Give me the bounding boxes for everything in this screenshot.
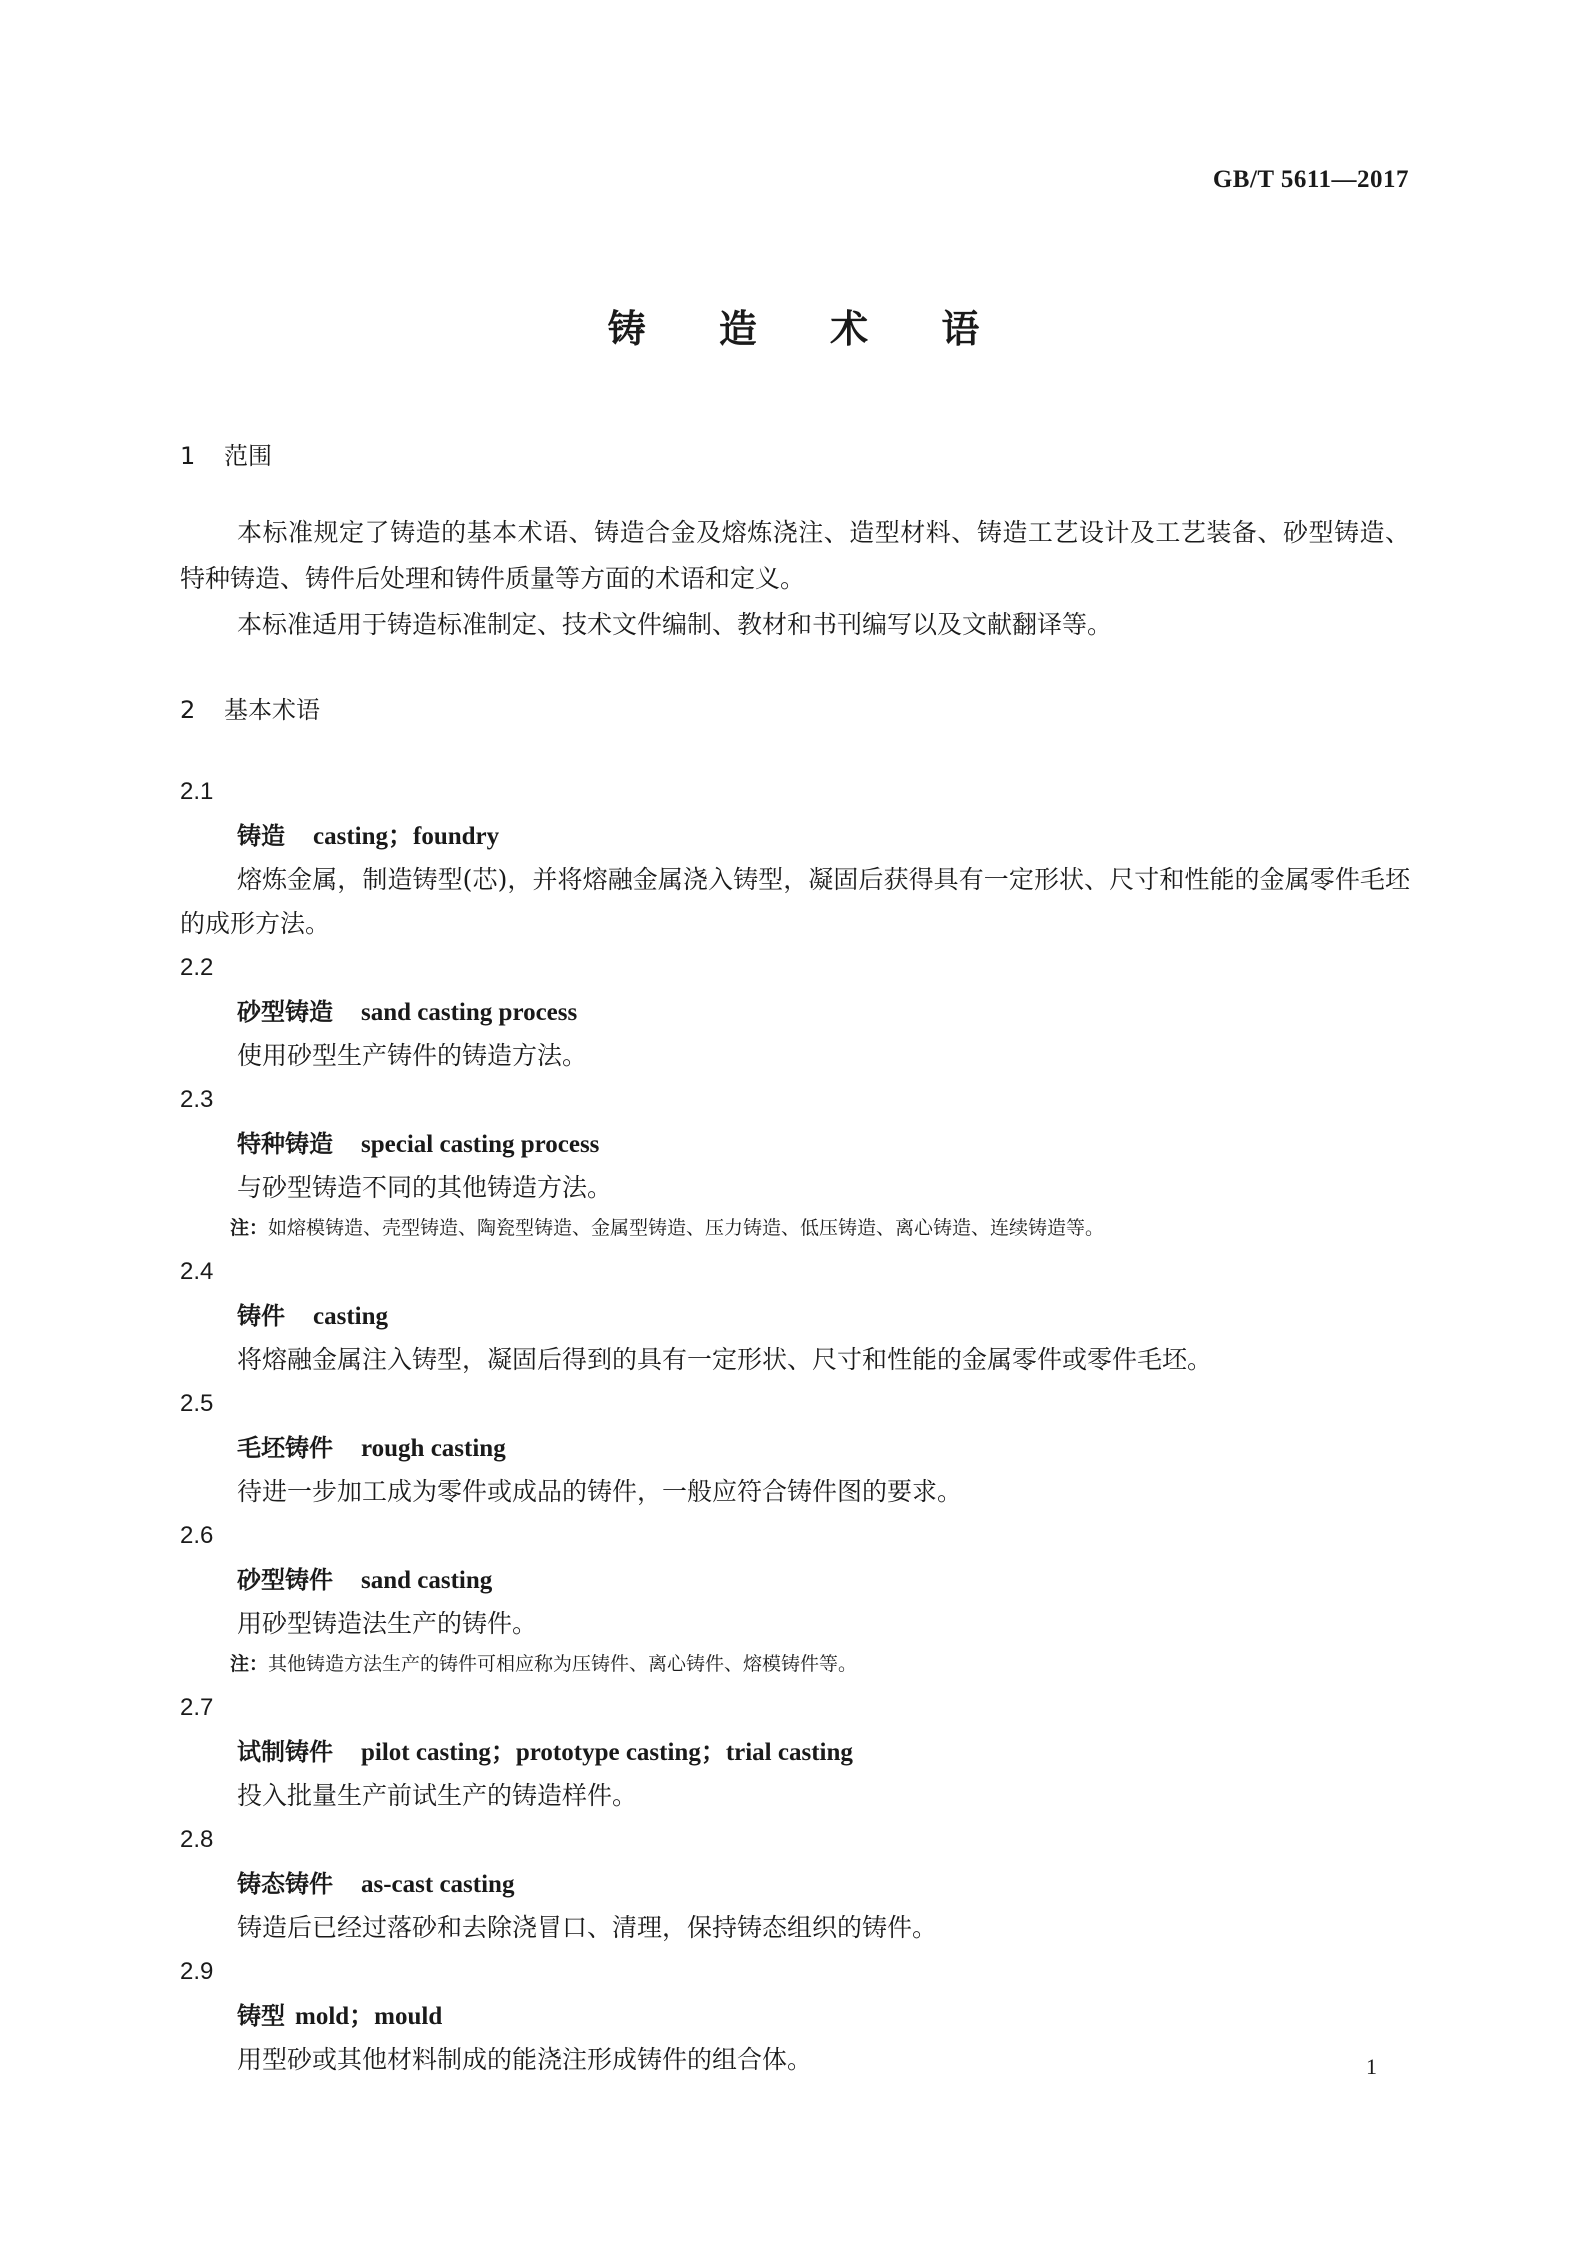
entry-note xyxy=(180,1646,1410,1686)
section-title: 基本术语 xyxy=(224,696,320,724)
entry-number: 2.4 xyxy=(180,1258,214,1285)
entry-note xyxy=(180,1210,1410,1250)
term-entry xyxy=(180,1950,1410,2082)
document-title: 铸 造 术 语 xyxy=(607,307,1010,351)
term-entry-list xyxy=(180,770,1410,2082)
entry-definition: 铸造后已经过落砂和去除浇冒口、清理，保持铸态组织的铸件。 xyxy=(237,1913,938,1942)
term-entry xyxy=(180,946,1410,1078)
section-number: 1 xyxy=(180,442,196,470)
term-entry xyxy=(180,1818,1410,1950)
note-label: 注： xyxy=(230,1653,269,1675)
section-number: 2 xyxy=(180,696,196,724)
entry-term xyxy=(180,1994,1410,2038)
section-heading-scope xyxy=(180,436,272,471)
entry-number: 2.6 xyxy=(180,1522,214,1549)
entry-definition: 用砂型铸造法生产的铸件。 xyxy=(237,1609,538,1638)
term-chinese: 毛坯铸件 xyxy=(237,1434,333,1462)
term-english: casting；foundry xyxy=(313,823,500,850)
entry-definition: 用型砂或其他材料制成的能浇注形成铸件的组合体。 xyxy=(237,2045,813,2074)
entry-term xyxy=(180,1426,1410,1470)
term-english: sand casting process xyxy=(361,999,578,1026)
entry-definition: 与砂型铸造不同的其他铸造方法。 xyxy=(237,1173,613,1202)
term-english: as-cast casting xyxy=(361,1871,515,1898)
entry-term xyxy=(180,1122,1410,1166)
term-chinese: 特种铸造 xyxy=(237,1130,333,1158)
term-chinese: 铸态铸件 xyxy=(237,1870,333,1898)
section-title: 范围 xyxy=(224,442,272,470)
entry-definition xyxy=(180,858,1410,946)
definition-text: 熔炼金属，制造铸型(芯)，并将熔融金属浇入铸型，凝固后获得具有一定形状、尺寸和性能的金属零件毛坯的成形方法。 xyxy=(180,865,1410,938)
term-chinese: 铸型 xyxy=(237,2002,285,2030)
entry-number: 2.5 xyxy=(180,1390,214,1417)
term-entry xyxy=(180,1250,1410,1382)
term-chinese: 铸造 xyxy=(237,822,285,850)
entry-definition: 待进一步加工成为零件或成品的铸件，一般应符合铸件图的要求。 xyxy=(237,1477,963,1506)
term-english: mold；mould xyxy=(295,2003,443,2030)
term-english: pilot casting；prototype casting；trial casting xyxy=(361,1739,853,1766)
scope-paragraph-2: 本标准适用于铸造标准制定、技术文件编制、教材和书刊编写以及文献翻译等。 xyxy=(237,610,1113,639)
section-heading-basic-terms xyxy=(180,690,320,725)
note-label: 注： xyxy=(230,1217,269,1239)
entry-term xyxy=(180,990,1410,1034)
term-chinese: 砂型铸造 xyxy=(237,998,333,1026)
note-text: 其他铸造方法生产的铸件可相应称为压铸件、离心铸件、熔模铸件等。 xyxy=(268,1653,858,1675)
entry-number: 2.3 xyxy=(180,1086,214,1113)
entry-definition: 投入批量生产前试生产的铸造样件。 xyxy=(237,1781,638,1810)
entry-definition: 将熔融金属注入铸型，凝固后得到的具有一定形状、尺寸和性能的金属零件或零件毛坯。 xyxy=(237,1345,1213,1374)
entry-number: 2.9 xyxy=(180,1958,214,1985)
entry-definition: 使用砂型生产铸件的铸造方法。 xyxy=(237,1041,588,1070)
entry-number: 2.8 xyxy=(180,1826,214,1853)
entry-number: 2.2 xyxy=(180,954,214,981)
term-entry xyxy=(180,1514,1410,1686)
term-entry xyxy=(180,1078,1410,1250)
entry-number: 2.7 xyxy=(180,1694,214,1721)
term-entry xyxy=(180,1686,1410,1818)
term-english: sand casting xyxy=(361,1567,493,1594)
term-entry xyxy=(180,1382,1410,1514)
entry-term xyxy=(180,814,1410,858)
standard-code: GB/T 5611—2017 xyxy=(1212,166,1409,193)
entry-term xyxy=(180,1294,1410,1338)
entry-term xyxy=(180,1558,1410,1602)
scope-paragraph-1: 本标准规定了铸造的基本术语、铸造合金及熔炼浇注、造型材料、铸造工艺设计及工艺装备、砂型铸造、特种铸造、铸件后处理和铸件质量等方面的术语和定义。 xyxy=(180,518,1410,593)
term-english: casting xyxy=(313,1303,388,1330)
term-chinese: 试制铸件 xyxy=(237,1738,333,1766)
entry-term xyxy=(180,1730,1410,1774)
note-text: 如熔模铸造、壳型铸造、陶瓷型铸造、金属型铸造、压力铸造、低压铸造、离心铸造、连续铸造等。 xyxy=(268,1217,1105,1239)
entry-term xyxy=(180,1862,1410,1906)
entry-number: 2.1 xyxy=(180,778,214,805)
term-entry xyxy=(180,770,1410,946)
term-english: rough casting xyxy=(361,1435,506,1462)
page-number: 1 xyxy=(1366,2054,1377,2079)
term-chinese: 铸件 xyxy=(237,1302,285,1330)
term-english: special casting process xyxy=(361,1131,600,1158)
term-chinese: 砂型铸件 xyxy=(237,1566,333,1594)
